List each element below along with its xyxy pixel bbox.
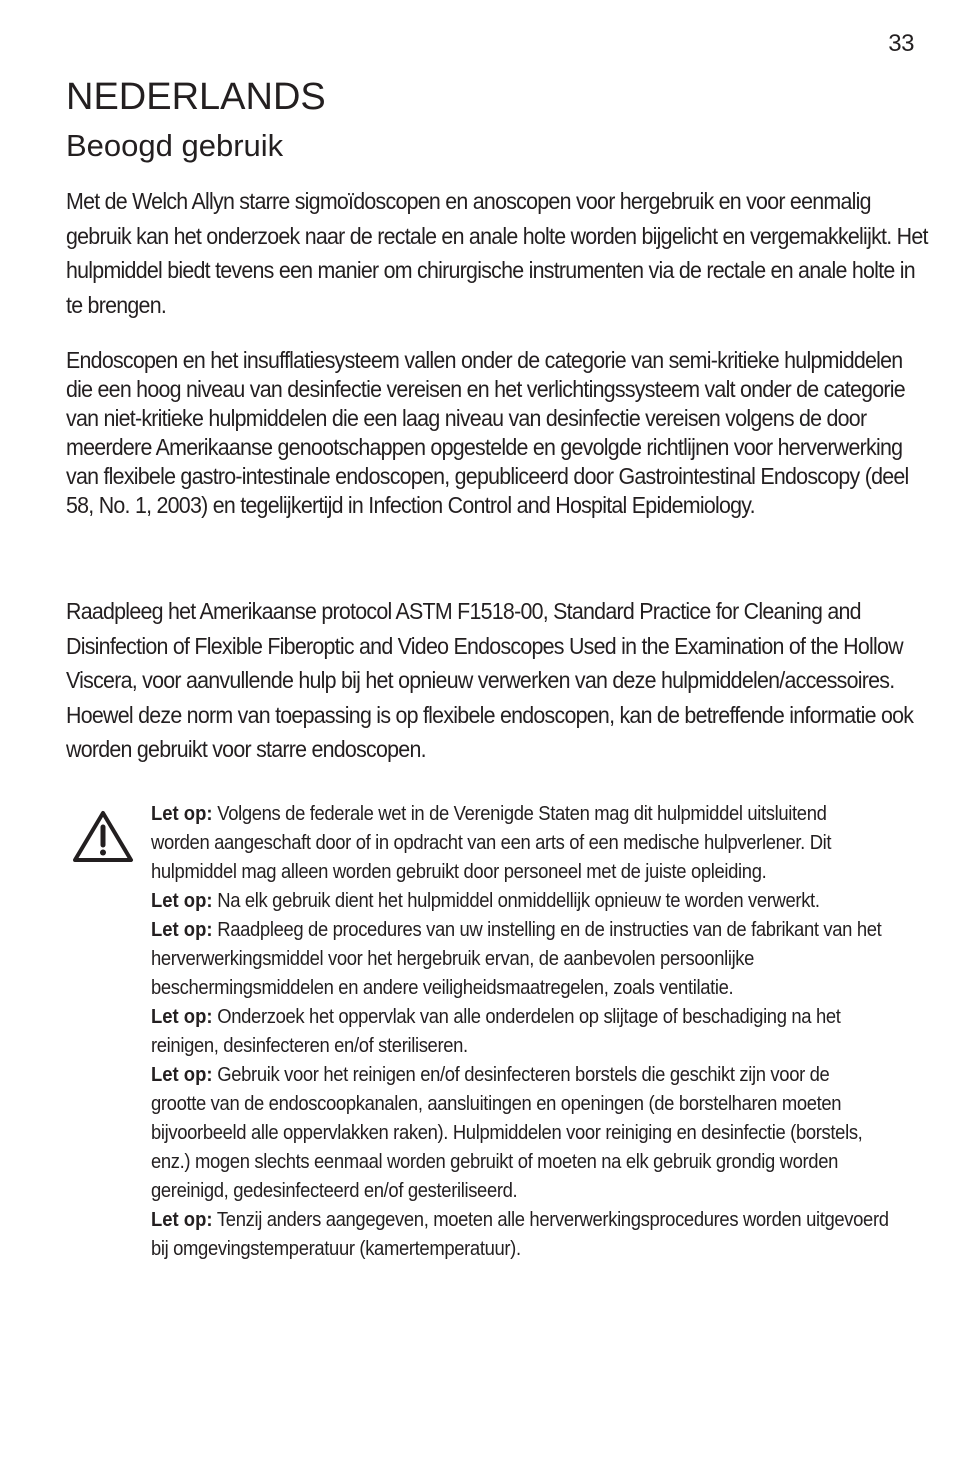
caution-note xyxy=(151,799,889,886)
caution-text: Gebruik voor het reinigen en/of desinfecteren borstels die geschikt zijn voor de grootte van de endoscoopkanalen, aansluitingen en openingen (de borstelharen moeten bijvoorbeeld alle oppervlakken raken). Hulpmiddelen voor reiniging en desinfectie (borstels, enz.) mogen slechts eenmaal worden gebruikt of moeten na elk gebruik grondig worden gereinigd, gedesinfecteerd en/of gesteriliseerd. xyxy=(151,1063,863,1202)
section-heading: Beoogd gebruik xyxy=(66,128,284,163)
caution-note xyxy=(151,915,889,1002)
caution-text: Onderzoek het oppervlak van alle onderdelen op slijtage of beschadiging na het reinigen, desinfecteren en/of steriliseren. xyxy=(151,1005,841,1057)
caution-label: Let op: xyxy=(151,889,213,912)
caution-note xyxy=(151,1205,889,1263)
warning-triangle-icon xyxy=(72,810,134,864)
caution-note xyxy=(151,886,889,915)
caution-text: Na elk gebruik dient het hulpmiddel onmiddellijk opnieuw te worden verwerkt. xyxy=(212,889,820,912)
language-heading: NEDERLANDS xyxy=(66,76,326,118)
astm-reference-paragraph: Raadpleeg het Amerikaanse protocol ASTM F1518-00, Standard Practice for Cleaning and Disinfection of Flexible Fiberoptic and Video Endoscopes Used in the Examination of the Hollow Viscera, voor aanvullende hulp bij het opnieuw verwerken van deze hulpmiddelen/accessoires. Hoewel deze norm van toepassing is op flexibele endoscopen, kan de betreffende informatie ook worden gebruikt voor starre endoscopen. xyxy=(66,598,914,762)
caution-text: Volgens de federale wet in de Verenigde Staten mag dit hulpmiddel uitsluitend worden aangeschaft door of in opdracht van een arts of een medische hulpverlener. Dit hulpmiddel mag alleen worden gebruikt door personeel met de juiste opleiding. xyxy=(151,802,832,883)
caution-text: Raadpleeg de procedures van uw instelling en de instructies van de fabrikant van het herverwerkingsmiddel voor het hergebruik ervan, de aanbevolen persoonlijke beschermingsmiddelen en andere veiligheidsmaatregelen, zoals ventilatie. xyxy=(151,918,882,999)
intended-use-paragraph: Met de Welch Allyn starre sigmoïdoscopen en anoscopen voor hergebruik en voor eenmalig gebruik kan het onderzoek naar de rectale en anale holte worden bijgelicht en vergemakkelijkt. Het hulpmiddel biedt tevens een manier om chirurgische instrumenten via de rectale en anale holte in te brengen. xyxy=(66,188,928,318)
page-number: 33 xyxy=(888,30,914,57)
caution-label: Let op: xyxy=(151,1063,213,1086)
caution-label: Let op: xyxy=(151,802,213,825)
caution-label: Let op: xyxy=(151,1208,213,1231)
caution-note xyxy=(151,1060,889,1205)
caution-text: Tenzij anders aangegeven, moeten alle herverwerkingsprocedures worden uitgevoerd bij omgevingstemperatuur (kamertemperatuur). xyxy=(151,1208,889,1260)
caution-label: Let op: xyxy=(151,918,213,941)
classification-paragraph: Endoscopen en het insufflatiesysteem vallen onder de categorie van semi-kritieke hulpmiddelen die een hoog niveau van desinfectie vereisen en het verlichtingssysteem valt onder de categorie van niet-kritieke hulpmiddelen die een laag niveau van desinfectie vereisen volgens de door meerdere Amerikaanse genootschappen opgestelde en gevolgde richtlijnen voor herverwerking van flexibele gastro-intestinale endoscopen, gepubliceerd door Gastrointestinal Endoscopy (deel 58, No. 1, 2003) en tegelijkertijd in Infection Control and Hospital Epidemiology. xyxy=(66,347,909,518)
caution-notes xyxy=(151,799,889,1263)
caution-label: Let op: xyxy=(151,1005,213,1028)
caution-note xyxy=(151,1002,889,1060)
